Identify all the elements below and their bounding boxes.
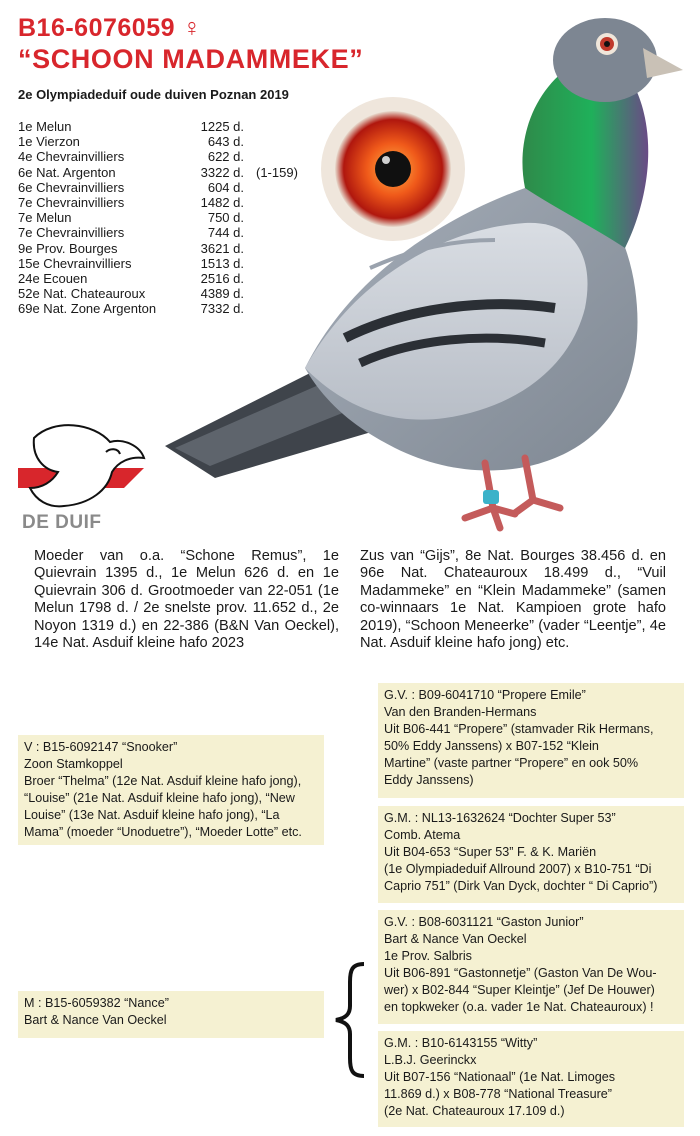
result-birds: 4389 d. — [200, 286, 244, 302]
pedigree-line: V : B15-6092147 “Snooker” — [24, 740, 178, 754]
ring-number: B16-6076059 ♀ — [18, 14, 202, 42]
result-birds: 1225 d. — [200, 119, 244, 134]
result-race: 4e Chevrainvilliers — [18, 149, 125, 165]
pedigree-line: wer) x B02-844 “Super Kleintje” (Jef De Houwer) — [384, 982, 655, 997]
pedigree-line: G.V. : B09-6041710 “Propere Emile” — [384, 688, 586, 702]
result-note: (1-159) — [256, 164, 298, 180]
result-birds: 7332 d. — [200, 301, 244, 317]
result-birds: 643 d. — [207, 134, 244, 150]
pedigree-line: (2e Nat. Chateauroux 17.109 d.) — [384, 1103, 565, 1118]
result-race: 7e Chevrainvilliers — [18, 195, 125, 211]
pedigree-line: Uit B04-653 “Super 53” F. & K. Mariën — [384, 844, 597, 859]
pedigree-line: Uit B06-441 “Propere” (stamvader Rik Hermans, — [384, 721, 654, 736]
result-birds: 3322 d. — [200, 164, 244, 180]
pedigree-grandfather-paternal — [378, 683, 684, 798]
pedigree-line: 50% Eddy Janssens) x B07-152 “Klein — [384, 738, 599, 753]
result-birds: 3621 d. — [200, 240, 244, 256]
pedigree-line: M : B15-6059382 “Nance” — [24, 996, 169, 1010]
logo-text: DE DUIF — [22, 512, 102, 533]
result-race: 6e Nat. Argenton — [18, 164, 116, 180]
pigeon-illustration — [155, 8, 695, 540]
result-birds: 1482 d. — [200, 195, 244, 211]
result-race: 9e Prov. Bourges — [18, 240, 118, 256]
description-left: Moeder van o.a. “Schone Remus”, 1e Quievrain 1395 d., 1e Melun 626 d. en 1e Quievrain 306 d. Grootmoeder van 22-051 (1e Melun 1798 d. / 2e snelste prov. 11.652 d., 2e Noyon 1319 d.) en 22-386 (B&N Van Oeckel), 14e Nat. Asduif kleine hafo 2023 — [34, 548, 339, 652]
pedigree-line: Comb. Atema — [384, 827, 461, 842]
pedigree-line: L.B.J. Geerinckx — [384, 1052, 477, 1067]
pedigree-line: Van den Branden-Hermans — [384, 704, 537, 719]
result-race: 24e Ecouen — [18, 271, 88, 287]
description-right: Zus van “Gijs”, 8e Nat. Bourges 38.456 d. en 96e Nat. Chateauroux 18.499 d., “Vuil Madammeke” en “Klein Madammeke” (samen co-winnaars 1e Nat. Kampioen grote hafo 2019), “Schoon Meneerke” (vader “Leentje”, 4e Nat. Asduif kleine hafo jong) etc. — [360, 548, 666, 652]
pedigree-line: Bart & Nance Van Oeckel — [384, 931, 527, 946]
pedigree-line: “Louise” (21e Nat. Asduif kleine hafo jong), “New — [24, 790, 295, 805]
pedigree-line: Uit B07-156 “Nationaal” (1e Nat. Limoges — [384, 1069, 615, 1084]
pedigree-line: Eddy Janssens) — [384, 772, 474, 787]
pedigree-line: 1e Prov. Salbris — [384, 948, 472, 963]
pedigree-line: en topkweker (o.a. vader 1e Nat. Chateauroux) ! — [384, 999, 654, 1014]
pedigree-line: Bart & Nance Van Oeckel — [24, 1012, 167, 1027]
result-birds: 1513 d. — [200, 255, 244, 271]
result-race: 52e Nat. Chateauroux — [18, 286, 146, 302]
pedigree-father — [18, 735, 324, 845]
pedigree-grandfather-maternal — [378, 910, 684, 1024]
pedigree-line: G.M. : B10-6143155 “Witty” — [384, 1036, 538, 1050]
result-birds: 604 d. — [207, 179, 244, 195]
pedigree-line: Caprio 751” (Dirk Van Dyck, dochter “ Di Caprio”) — [384, 878, 658, 893]
pedigree-line: (1e Olympiadeduif Allround 2007) x B10-751 “Di — [384, 861, 652, 876]
result-birds: 2516 d. — [200, 271, 244, 287]
result-birds: 750 d. — [207, 210, 244, 226]
result-race: 6e Chevrainvilliers — [18, 179, 125, 195]
result-birds: 744 d. — [207, 225, 244, 241]
eye-closeup — [320, 96, 466, 242]
pedigree-line: Louise” (13e Nat. Asduif kleine hafo jong), “La — [24, 807, 280, 822]
pedigree-brace — [330, 960, 370, 1080]
result-race: 1e Melun — [18, 119, 72, 134]
pedigree-line: Zoon Stamkoppel — [24, 756, 123, 771]
result-race: 15e Chevrainvilliers — [18, 255, 132, 271]
result-race: 7e Chevrainvilliers — [18, 225, 125, 241]
result-race: 1e Vierzon — [18, 134, 80, 150]
pedigree-line: 11.869 d.) x B08-778 “National Treasure” — [384, 1086, 612, 1101]
pedigree-mother — [18, 991, 324, 1038]
pedigree-grandmother-maternal — [378, 1031, 684, 1127]
subtitle: 2e Olympiadeduif oude duiven Poznan 2019 — [18, 87, 289, 102]
pedigree-line: G.M. : NL13-1632624 “Dochter Super 53” — [384, 811, 616, 825]
pedigree-line: Martine” (vaste partner “Propere” en ook 50% — [384, 755, 639, 770]
result-birds: 622 d. — [207, 149, 244, 165]
pedigree-line: Broer “Thelma” (12e Nat. Asduif kleine hafo jong), — [24, 773, 302, 788]
pedigree-line: Uit B06-891 “Gastonnetje” (Gaston Van De Wou- — [384, 965, 657, 980]
pedigree-line: Mama” (moeder “Unoduetre”), “Moeder Lotte” etc. — [24, 824, 302, 839]
pigeon-name: “SCHOON MADAMMEKE” — [18, 44, 364, 74]
pedigree-grandmother-paternal — [378, 806, 684, 903]
result-race: 7e Melun — [18, 210, 72, 226]
result-race: 69e Nat. Zone Argenton — [18, 301, 157, 317]
pedigree-line: G.V. : B08-6031121 “Gaston Junior” — [384, 915, 584, 929]
